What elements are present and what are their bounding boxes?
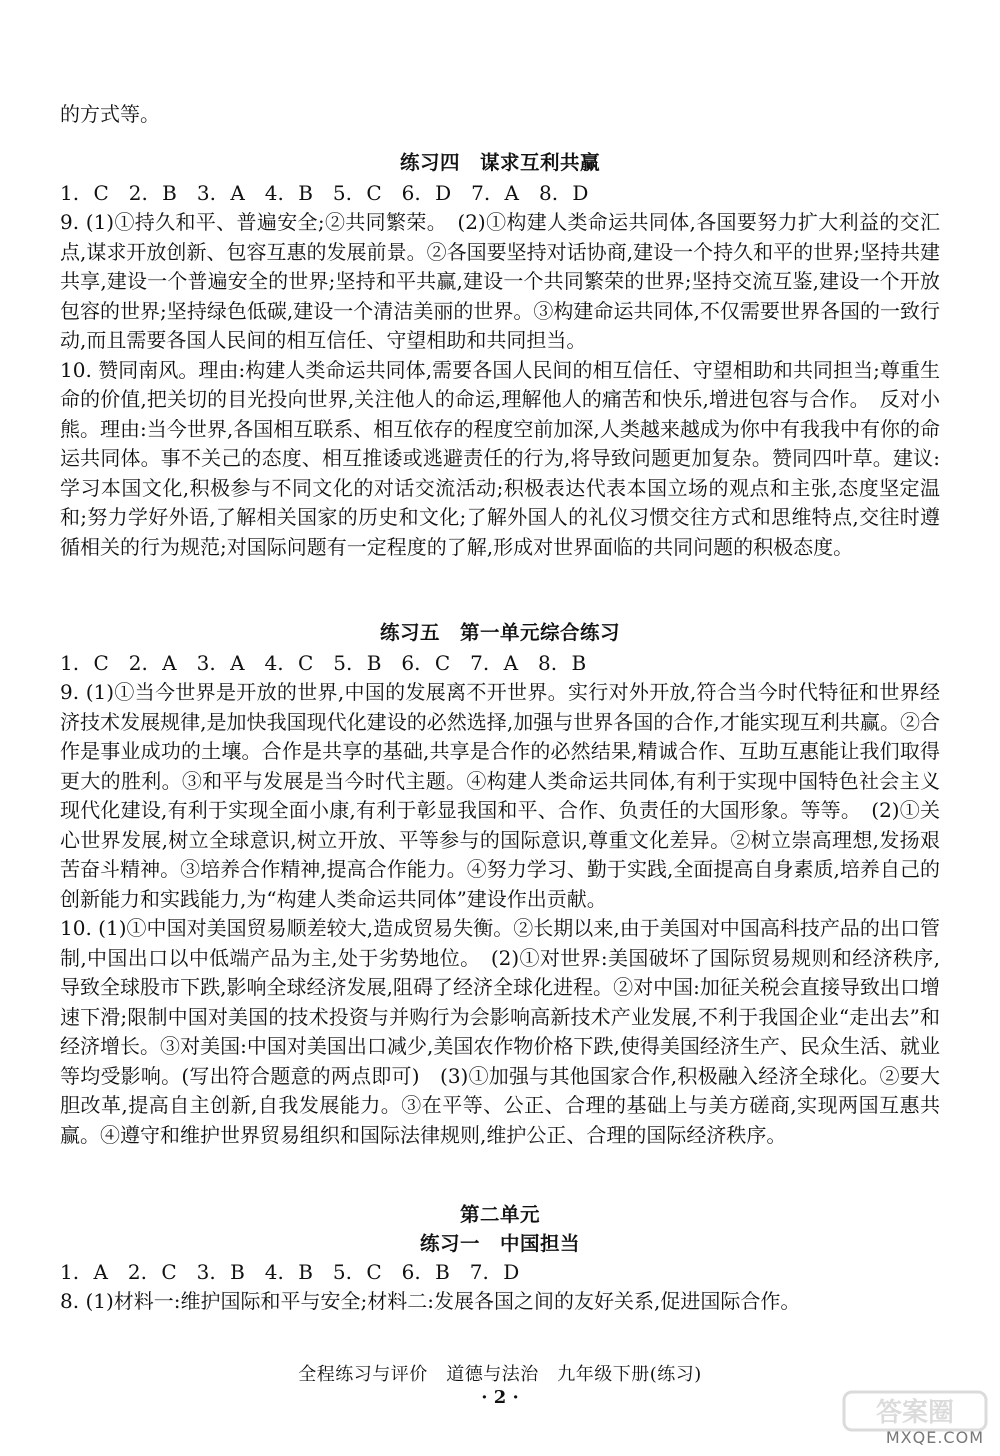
section-unit-2 [60, 1200, 940, 1317]
choice-answers: 1. C 2. B 3. A 4. B 5. C 6. D 7. A 8. D [60, 181, 589, 205]
section-practice-5 [60, 618, 940, 1150]
question-9-answer: 9. (1)①当今世界是开放的世界,中国的发展离不开世界。实行对外开放,符合当今时代特征和世界经济技术发展规律,是加快我国现代化建设的必然选择,加强与世界各国的合作,才能实现互利共赢。②合作是事业成功的土壤。合作是共享的基础,共享是合作的必然结果,精诚合作、互助互惠能让我们取得更大的胜利。③和平与发展是当今时代主题。④构建人类命运共同体,有利于实现中国特色社会主义现代化建设,有利于实现全面小康,有利于彰显我国和平、合作、负责任的大国形象。等等。 (2)①关心世界发展,树立全球意识,树立开放、平等参与的国际意识,尊重文化差异。②树立崇高理想,发扬艰苦奋斗精神。③培养合作精神,提高合作能力。④努力学习、勤于实践,全面提高自身素质,培养自己的创新能力和实践能力,为“构建人类命运共同体”建设作出贡献。 [60, 680, 940, 911]
question-10-answer: 10. 赞同南风。理由:构建人类命运共同体,需要各国人民间的相互信任、守望相助和共同担当;尊重生命的价值,把关切的目光投向世界,关注他人的命运,理解他人的痛苦和快乐,增进包容与合作。 反对小熊。理由:当今世界,各国相互联系、相互依存的程度空前加深,人类越来越成为你中有我我中有你的命运共同体。事不关己的态度、相互推诿或逃避责任的行为,将导致问题更加复杂。赞同四叶草。建议:学习本国文化,积极参与不同文化的对话交流活动;积极表达代表本国立场的观点和主张,态度坚定温和;努力学好外语,了解相关国家的历史和文化;了解外国人的礼仪习惯交往方式和思维特点,交往时遵循相关的行为规范;对国际问题有一定程度的了解,形成对世界面临的共同问题的积极态度。 [60, 357, 940, 559]
question-9-answer: 9. (1)①持久和平、普遍安全;②共同繁荣。 (2)①构建人类命运共同体,各国要努力扩大利益的交汇点,谋求开放创新、包容互惠的发展前景。②各国要坚持对话协商,建设一个持久和平的世界;坚持共建共享,建设一个普遍安全的世界;坚持和平共赢,建设一个共同繁荣的世界;坚持交流互鉴,建设一个开放包容的世界;坚持绿色低碳,建设一个清洁美丽的世界。③构建命运共同体,不仅需要世界各国的一致行动,而且需要各国人民间的相互信任、守望相助和共同担当。 [60, 210, 940, 352]
section-heading: 练习一 中国担当 [419, 1232, 580, 1255]
section-heading: 练习四 谋求互利共赢 [399, 151, 600, 174]
watermark-url: MXQE.COM [885, 1428, 984, 1447]
question-8-answer: 8. (1)材料一:维护国际和平与安全;材料二:发展各国之间的友好关系,促进国际合作。 [60, 1289, 801, 1313]
choice-answers: 1. A 2. C 3. B 4. B 5. C 6. B 7. D [60, 1260, 520, 1284]
unit-heading: 第二单元 [459, 1203, 540, 1226]
footer-book-title: 全程练习与评价 道德与法治 九年级下册(练习) [298, 1364, 702, 1385]
section-heading: 练习五 第一单元综合练习 [379, 621, 620, 644]
section-practice-4 [60, 148, 940, 562]
page-number: · 2 · [481, 1387, 519, 1408]
watermark-logo-text: 答案圈 [875, 1398, 955, 1428]
continuation-text: 的方式等。 [60, 102, 160, 126]
choice-answers: 1. C 2. A 3. A 4. C 5. B 6. C 7. A 8. B [60, 651, 587, 675]
question-10-answer: 10. (1)①中国对美国贸易顺差较大,造成贸易失衡。②长期以来,由于美国对中国高科技产品的出口管制,中国出口以中低端产品为主,处于劣势地位。 (2)①对世界:美国破坏了国际贸易规则和经济秩序,导致全球股市下跌,影响全球经济发展,阻碍了经济全球化进程。②对中国:加征关税会直接导致出口增速下滑;限制中国对美国的技术投资与并购行为会影响高新技术产业发展,不利于我国企业“走出去”和经济增长。③对美国:中国对美国出口减少,美国农作物价格下跌,使得美国经济生产、民众生活、就业等均受影响。(写出符合题意的两点即可) (3)①加强与其他国家合作,积极融入经济全球化。②要大胆改革,提高自主创新,自我发展能力。③在平等、公正、合理的基础上与美方磋商,实现两国互惠共赢。④遵守和维护世界贸易组织和国际法律规则,维护公正、合理的国际经济秩序。 [60, 916, 940, 1147]
